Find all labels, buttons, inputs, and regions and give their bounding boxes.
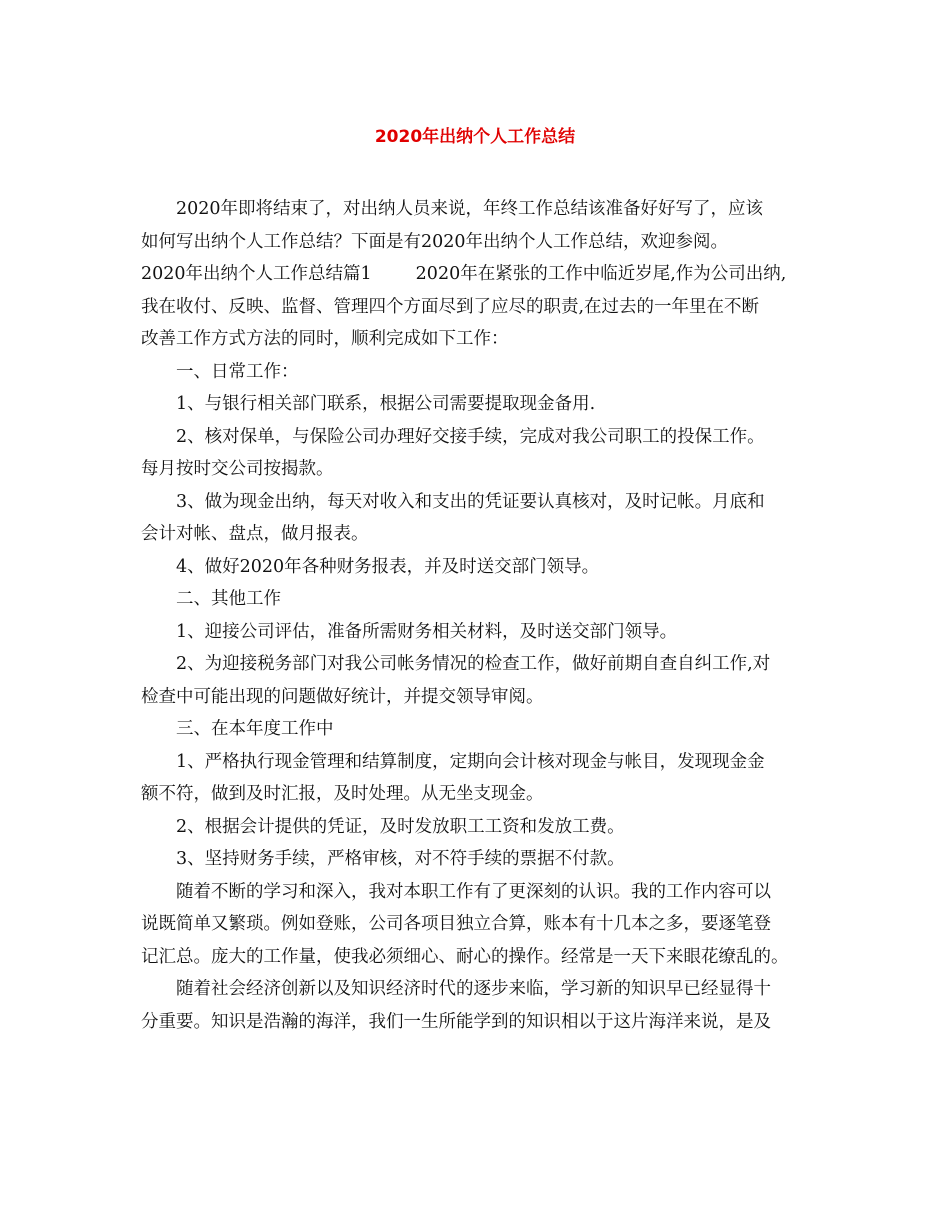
section-heading: 2020年出纳个人工作总结篇1 (141, 264, 372, 284)
document-title: 2020年出纳个人工作总结 (374, 127, 576, 147)
list-item: 1、严格执行现金管理和结算制度，定期向会计核对现金与帐目，发现现金金 (176, 751, 765, 772)
paragraph-line: 如何写出纳个人工作总结？下面是有2020年出纳个人工作总结，欢迎参阅。 (141, 231, 729, 252)
paragraph-line: 我在收付、反映、监督、管理四个方面尽到了应尽的职责,在过去的一年里在不断 (141, 296, 760, 317)
document-body (141, 193, 813, 1038)
paragraph-line: 说既简单又繁琐。例如登账，公司各项目独立合算，账本有十几本之多，要逐笔登 (141, 914, 771, 934)
paragraph-line: 随着社会经济创新以及知识经济时代的逐步来临，学习新的知识早已经显得十 (176, 979, 771, 999)
subsection-heading: 二、其他工作 (176, 589, 281, 609)
paragraph-line: 2020年即将结束了，对出纳人员来说，年终工作总结该准备好好写了，应该 (176, 199, 764, 219)
list-item: 3、坚持财务手续，严格审核，对不符手续的票据不付款。 (176, 849, 625, 869)
list-item-continuation: 每月按时交公司按揭款。 (141, 459, 334, 479)
paragraph-line: 分重要。知识是浩瀚的海洋，我们一生所能学到的知识相以于这片海洋来说，是及 (141, 1011, 771, 1032)
section-heading-line (141, 258, 813, 291)
list-item: 1、与银行相关部门联系，根据公司需要提取现金备用. (176, 394, 596, 414)
list-item: 2、核对保单，与保险公司办理好交接手续，完成对我公司职工的投保工作。 (176, 426, 765, 447)
subsection-heading: 一、日常工作： (176, 361, 299, 382)
list-item-continuation: 会计对帐、盘点，做月报表。 (141, 524, 369, 544)
paragraph-line: 随着不断的学习和深入，我对本职工作有了更深刻的认识。我的工作内容可以 (176, 881, 771, 902)
list-item: 4、做好2020年各种财务报表，并及时送交部门领导。 (176, 556, 600, 577)
list-item-continuation: 额不符，做到及时汇报，及时处理。从无坐支现金。 (141, 784, 544, 804)
list-item: 3、做为现金出纳，每天对收入和支出的凭证要认真核对，及时记帐。月底和 (176, 491, 765, 512)
list-item-continuation: 检查中可能出现的问题做好统计，并提交领导审阅。 (141, 686, 544, 707)
list-item: 1、迎接公司评估，准备所需财务相关材料，及时送交部门领导。 (176, 621, 678, 642)
list-item: 2、根据会计提供的凭证，及时发放职工工资和发放工费。 (176, 816, 625, 837)
subsection-heading: 三、在本年度工作中 (176, 719, 334, 739)
paragraph-line: 改善工作方式方法的同时，顺利完成如下工作： (141, 329, 509, 349)
paragraph-text: 2020年在紧张的工作中临近岁尾,作为公司出纳, (415, 264, 787, 284)
paragraph-line: 记汇总。庞大的工作量，使我必须细心、耐心的操作。经常是一天下来眼花缭乱的。 (141, 946, 789, 967)
list-item: 2、为迎接税务部门对我公司帐务情况的检查工作，做好前期自查自纠工作,对 (176, 654, 771, 674)
